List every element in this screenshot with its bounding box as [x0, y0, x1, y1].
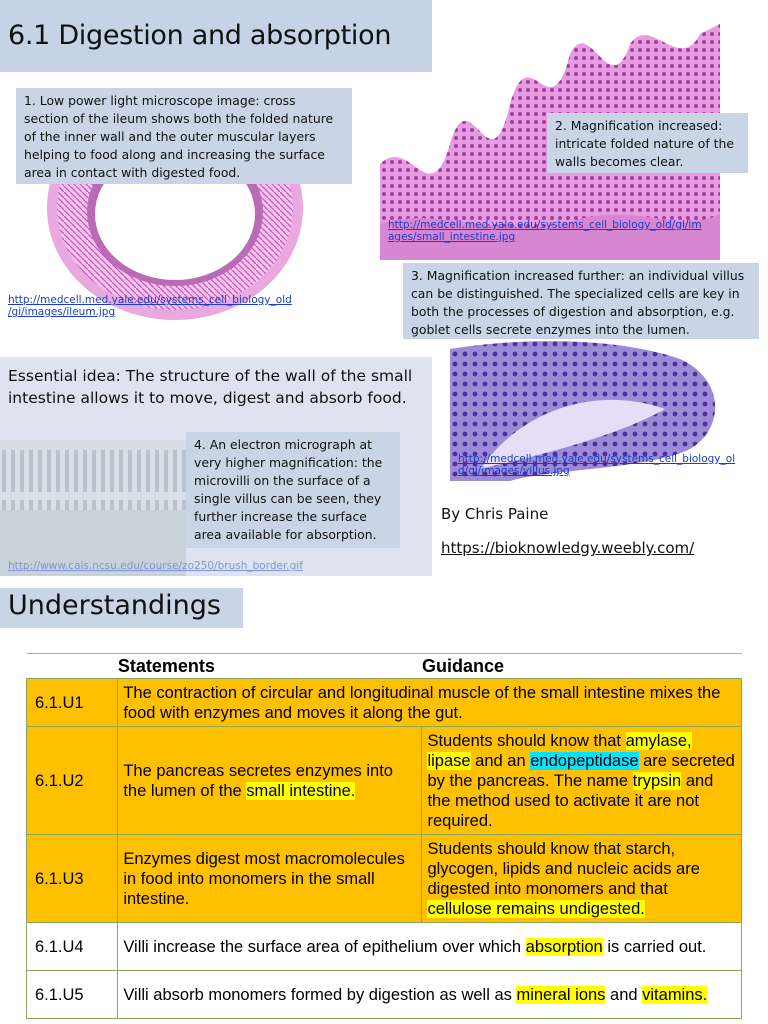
table-row — [27, 971, 742, 1019]
row-statement: Villi increase the surface area of epithelium over which absorption is carried out. — [118, 923, 742, 971]
row-statement: Villi absorb monomers formed by digestion as well as mineral ions and vitamins. — [118, 971, 742, 1019]
table-row — [27, 923, 742, 971]
header-guidance: Guidance — [422, 654, 742, 679]
table-row — [27, 835, 742, 923]
row-code: 6.1.U4 — [27, 923, 118, 971]
row-code: 6.1.U3 — [27, 835, 118, 923]
link-small-intestine[interactable]: http://medcell.med.yale.edu/systems_cell_biology_old/gi/im ages/small_intestine.jpg — [388, 219, 702, 243]
row-statement: Enzymes digest most macromolecules in food into monomers in the small intestine. — [118, 835, 422, 923]
electron-micrograph-box — [0, 432, 432, 576]
row-guidance: Students should know that amylase, lipase and an endopeptidase are secreted by the pancreas. The name trypsin and the method used to activate it are not required. — [422, 727, 742, 835]
link-ileum[interactable]: http://medcell.med.yale.edu/systems_cell_biology_old /gi/images/ileum.jpg — [8, 294, 292, 318]
table-row — [27, 727, 742, 835]
link-villus[interactable]: http://medcell.med.yale.edu/systems_cell_biology_ol d/gi/images/villus.jpg — [458, 453, 736, 477]
table-header-row — [27, 654, 742, 679]
link-brush-border[interactable]: http://www.cals.ncsu.edu/course/zo250/brush_border.gif — [8, 560, 303, 572]
header-statements: Statements — [118, 654, 422, 679]
row-code: 6.1.U2 — [27, 727, 118, 835]
author-name: By Chris Paine — [441, 505, 549, 523]
understandings-table — [26, 653, 742, 1019]
caption-folds: 2. Magnification increased: intricate folded nature of the walls becomes clear. — [547, 113, 748, 173]
row-statement: The pancreas secretes enzymes into the lumen of the small intestine. — [118, 727, 422, 835]
row-statement: The contraction of circular and longitudinal muscle of the small intestine mixes the food with enzymes and moves it along the gut. — [118, 679, 742, 727]
essential-idea: Essential idea: The structure of the wall of the small intestine allows it to move, digest and absorb food. — [8, 367, 413, 407]
author-link[interactable]: https://bioknowledgy.weebly.com/ — [441, 539, 695, 557]
essential-idea-box — [0, 357, 432, 432]
page-title: 6.1 Digestion and absorption — [8, 20, 392, 51]
microvilli-micrograph — [0, 440, 186, 576]
table-row — [27, 679, 742, 727]
page-title-box — [0, 0, 432, 72]
caption-microvilli: 4. An electron micrograph at very higher magnification: the microvilli on the surface of a single villus can be seen, they further increase the surface area available for absorption. — [186, 432, 400, 548]
understandings-heading-box — [0, 588, 243, 628]
row-guidance: Students should know that starch, glycogen, lipids and nucleic acids are digested into monomers and that cellulose remains undigested. — [422, 835, 742, 923]
caption-villus: 3. Magnification increased further: an individual villus can be distinguished. The specialized cells are key in both the processes of digestion and absorption, e.g. goblet cells secrete enzymes into the lumen. — [403, 263, 759, 339]
row-code: 6.1.U1 — [27, 679, 118, 727]
row-code: 6.1.U5 — [27, 971, 118, 1019]
caption-ileum: 1. Low power light microscope image: cross section of the ileum shows both the folded nature of the inner wall and the outer muscular layers helping to food along and increasing the surface area in contact with digested food. — [16, 88, 352, 184]
understandings-heading: Understandings — [8, 590, 221, 621]
